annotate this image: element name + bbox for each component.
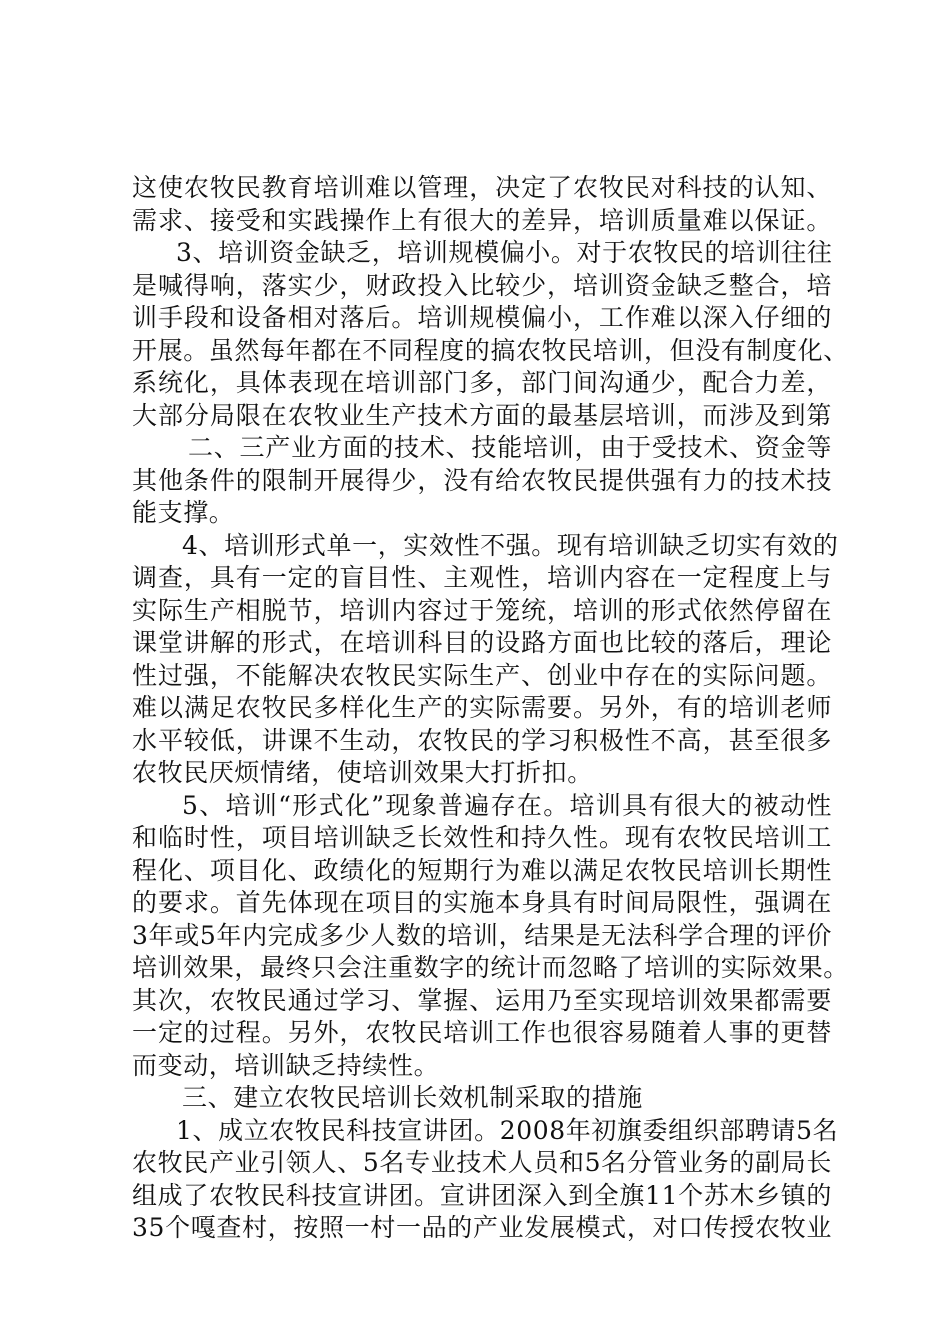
text-line: 训手段和设备相对落后。培训规模偏小，工作难以深入仔细的: [132, 303, 832, 332]
text-line: 能支撑。: [132, 498, 235, 527]
text-line: 其次，农牧民通过学习、掌握、运用乃至实现培训效果都需要: [132, 985, 832, 1015]
document-body: [132, 172, 849, 1245]
text-line: 其他条件的限制开展得少，没有给农牧民提供强有力的技术技: [132, 465, 832, 495]
text-line: 难以满足农牧民多样化生产的实际需要。另外，有的培训老师: [132, 693, 832, 722]
text-line: 实际生产相脱节，培训内容过于笼统，培训的形式依然停留在: [132, 595, 832, 625]
text-line: 的要求。首先体现在项目的实施本身具有时间局限性，强调在: [132, 888, 832, 917]
text-line: 组成了农牧民科技宣讲团。宣讲团深入到全旗11个苏木乡镇的: [132, 1180, 832, 1210]
text-line: 3、培训资金缺乏，培训规模偏小。对于农牧民的培训往往: [176, 238, 833, 267]
text-line: 培训效果，最终只会注重数字的统计而忽略了培训的实际效果。: [132, 953, 849, 982]
text-line: 是喊得响，落实少，财政投入比较少，培训资金缺乏整合，培: [132, 270, 832, 300]
text-line: 水平较低，讲课不生动，农牧民的学习积极性不高，甚至很多: [132, 725, 832, 755]
text-line: 系统化，具体表现在培训部门多，部门间沟通少，配合力差，: [132, 368, 832, 397]
text-line: 程化、项目化、政绩化的短期行为难以满足农牧民培训长期性: [132, 855, 832, 885]
text-line: 35个嘎查村，按照一村一品的产业发展模式，对口传授农牧业: [132, 1213, 832, 1242]
text-line: 而变动，培训缺乏持续性。: [132, 1050, 440, 1080]
text-line: 需求、接受和实践操作上有很大的差异，培训质量难以保证。: [132, 205, 832, 235]
text-line: 3年或5年内完成多少人数的培训，结果是无法科学合理的评价: [132, 920, 832, 950]
text-line: 4、培训形式单一，实效性不强。现有培训缺乏切实有效的: [182, 530, 839, 560]
text-line: 和临时性，项目培训缺乏长效性和持久性。现有农牧民培训工: [132, 823, 832, 852]
text-line: 课堂讲解的形式，在培训科目的设路方面也比较的落后，理论: [132, 628, 832, 657]
text-line: 1、成立农牧民科技宣讲团。2008年初旗委组织部聘请5名: [176, 1115, 839, 1145]
text-line: 调查，具有一定的盲目性、主观性，培训内容在一定程度上与: [132, 563, 832, 592]
text-line: 这使农牧民教育培训难以管理，决定了农牧民对科技的认知、: [132, 173, 832, 202]
text-line: 性过强，不能解决农牧民实际生产、创业中存在的实际问题。: [132, 660, 832, 690]
text-line: 一定的过程。另外，农牧民培训工作也很容易随着人事的更替: [132, 1018, 832, 1047]
text-line: 二、三产业方面的技术、技能培训，由于受技术、资金等: [188, 433, 832, 462]
text-line: 农牧民厌烦情绪，使培训效果大打折扣。: [132, 758, 593, 787]
text-line: 5、培训“形式化”现象普遍存在。培训具有很大的被动性: [182, 790, 832, 820]
text-line: 农牧民产业引领人、5名专业技术人员和5名分管业务的副局长: [132, 1148, 832, 1177]
text-line: 开展。虽然每年都在不同程度的搞农牧民培训，但没有制度化、: [132, 335, 849, 365]
text-line: 大部分局限在农牧业生产技术方面的最基层培训，而涉及到第: [132, 400, 832, 430]
text-line: 三、建立农牧民培训长效机制采取的措施: [182, 1083, 643, 1112]
